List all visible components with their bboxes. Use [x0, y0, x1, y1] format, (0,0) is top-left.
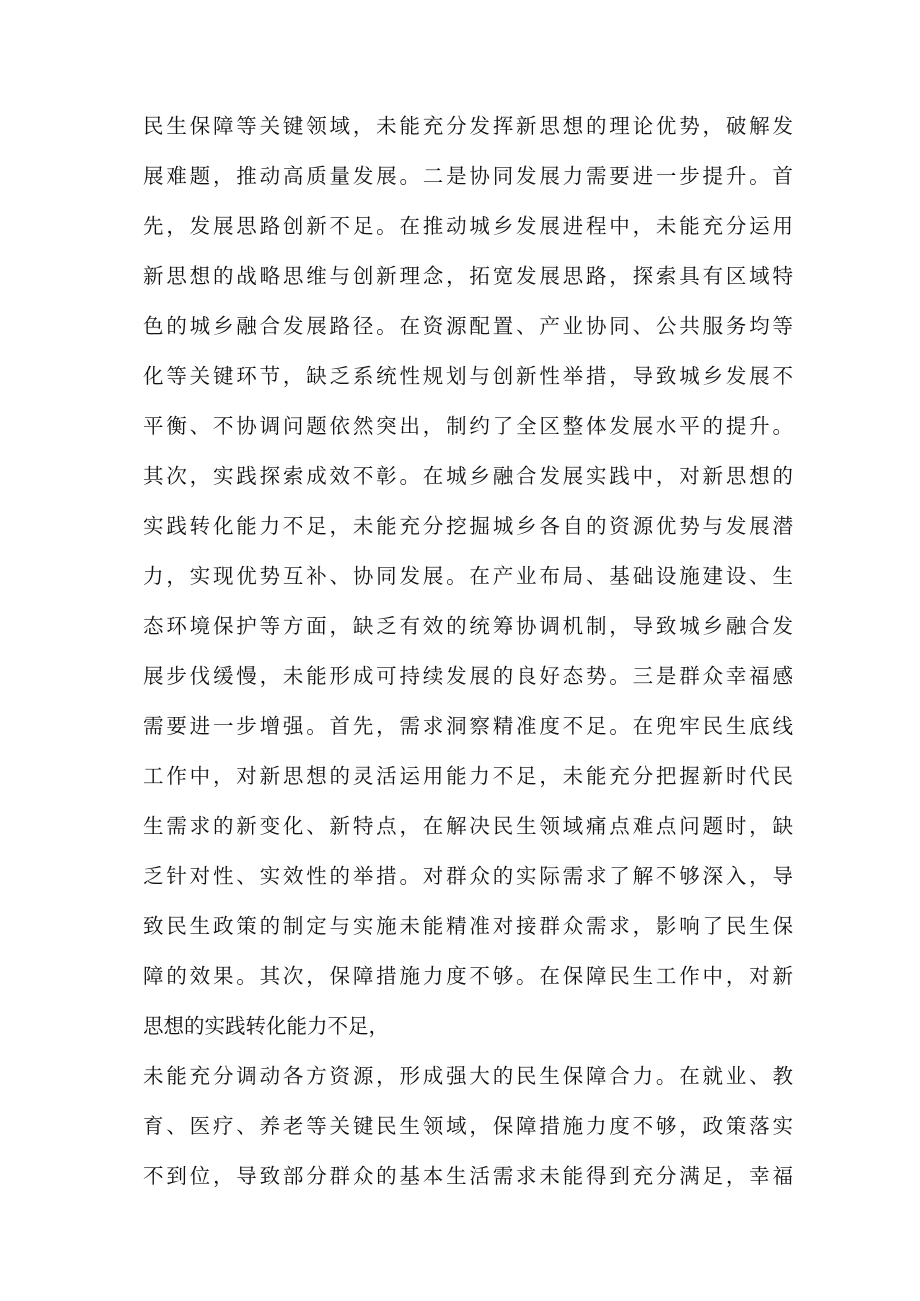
text-line: 需要进一步增强。首先，需求洞察精准度不足。在兜牢民生底线	[143, 714, 793, 738]
text-line: 新思想的战略思维与创新理念，拓宽发展思路，探索具有区域特	[143, 264, 793, 288]
text-line: 不到位，导致部分群众的基本生活需求未能得到充分满足，幸福	[143, 1164, 793, 1188]
text-line: 态环境保护等方面，缺乏有效的统筹协调机制，导致城乡融合发	[143, 614, 793, 638]
text-line: 色的城乡融合发展路径。在资源配置、产业协同、公共服务均等	[143, 314, 793, 338]
text-line: 未能充分调动各方资源，形成强大的民生保障合力。在就业、教	[143, 1064, 793, 1088]
text-line: 工作中，对新思想的灵活运用能力不足，未能充分把握新时代民	[143, 764, 793, 788]
text-line: 展步伐缓慢，未能形成可持续发展的良好态势。三是群众幸福感	[143, 664, 793, 688]
text-line: 思想的实践转化能力不足，	[143, 1014, 389, 1038]
text-line: 平衡、不协调问题依然突出，制约了全区整体发展水平的提升。	[143, 414, 793, 438]
text-line: 展难题，推动高质量发展。二是协同发展力需要进一步提升。首	[143, 164, 793, 188]
text-line: 障的效果。其次，保障措施力度不够。在保障民生工作中，对新	[143, 964, 793, 988]
text-line: 育、医疗、养老等关键民生领域，保障措施力度不够，政策落实	[143, 1114, 793, 1138]
text-line: 力，实现优势互补、协同发展。在产业布局、基础设施建设、生	[143, 564, 793, 588]
text-line: 民生保障等关键领域，未能充分发挥新思想的理论优势，破解发	[143, 114, 793, 138]
text-line: 化等关键环节，缺乏系统性规划与创新性举措，导致城乡发展不	[143, 364, 793, 388]
text-line: 乏针对性、实效性的举措。对群众的实际需求了解不够深入，导	[143, 864, 793, 888]
text-line: 生需求的新变化、新特点，在解决民生领域痛点难点问题时，缺	[143, 814, 793, 838]
text-line: 致民生政策的制定与实施未能精准对接群众需求，影响了民生保	[143, 914, 793, 938]
text-line: 其次，实践探索成效不彰。在城乡融合发展实践中，对新思想的	[143, 464, 793, 488]
text-line: 实践转化能力不足，未能充分挖掘城乡各自的资源优势与发展潜	[143, 514, 793, 538]
text-line: 先，发展思路创新不足。在推动城乡发展进程中，未能充分运用	[143, 214, 793, 238]
